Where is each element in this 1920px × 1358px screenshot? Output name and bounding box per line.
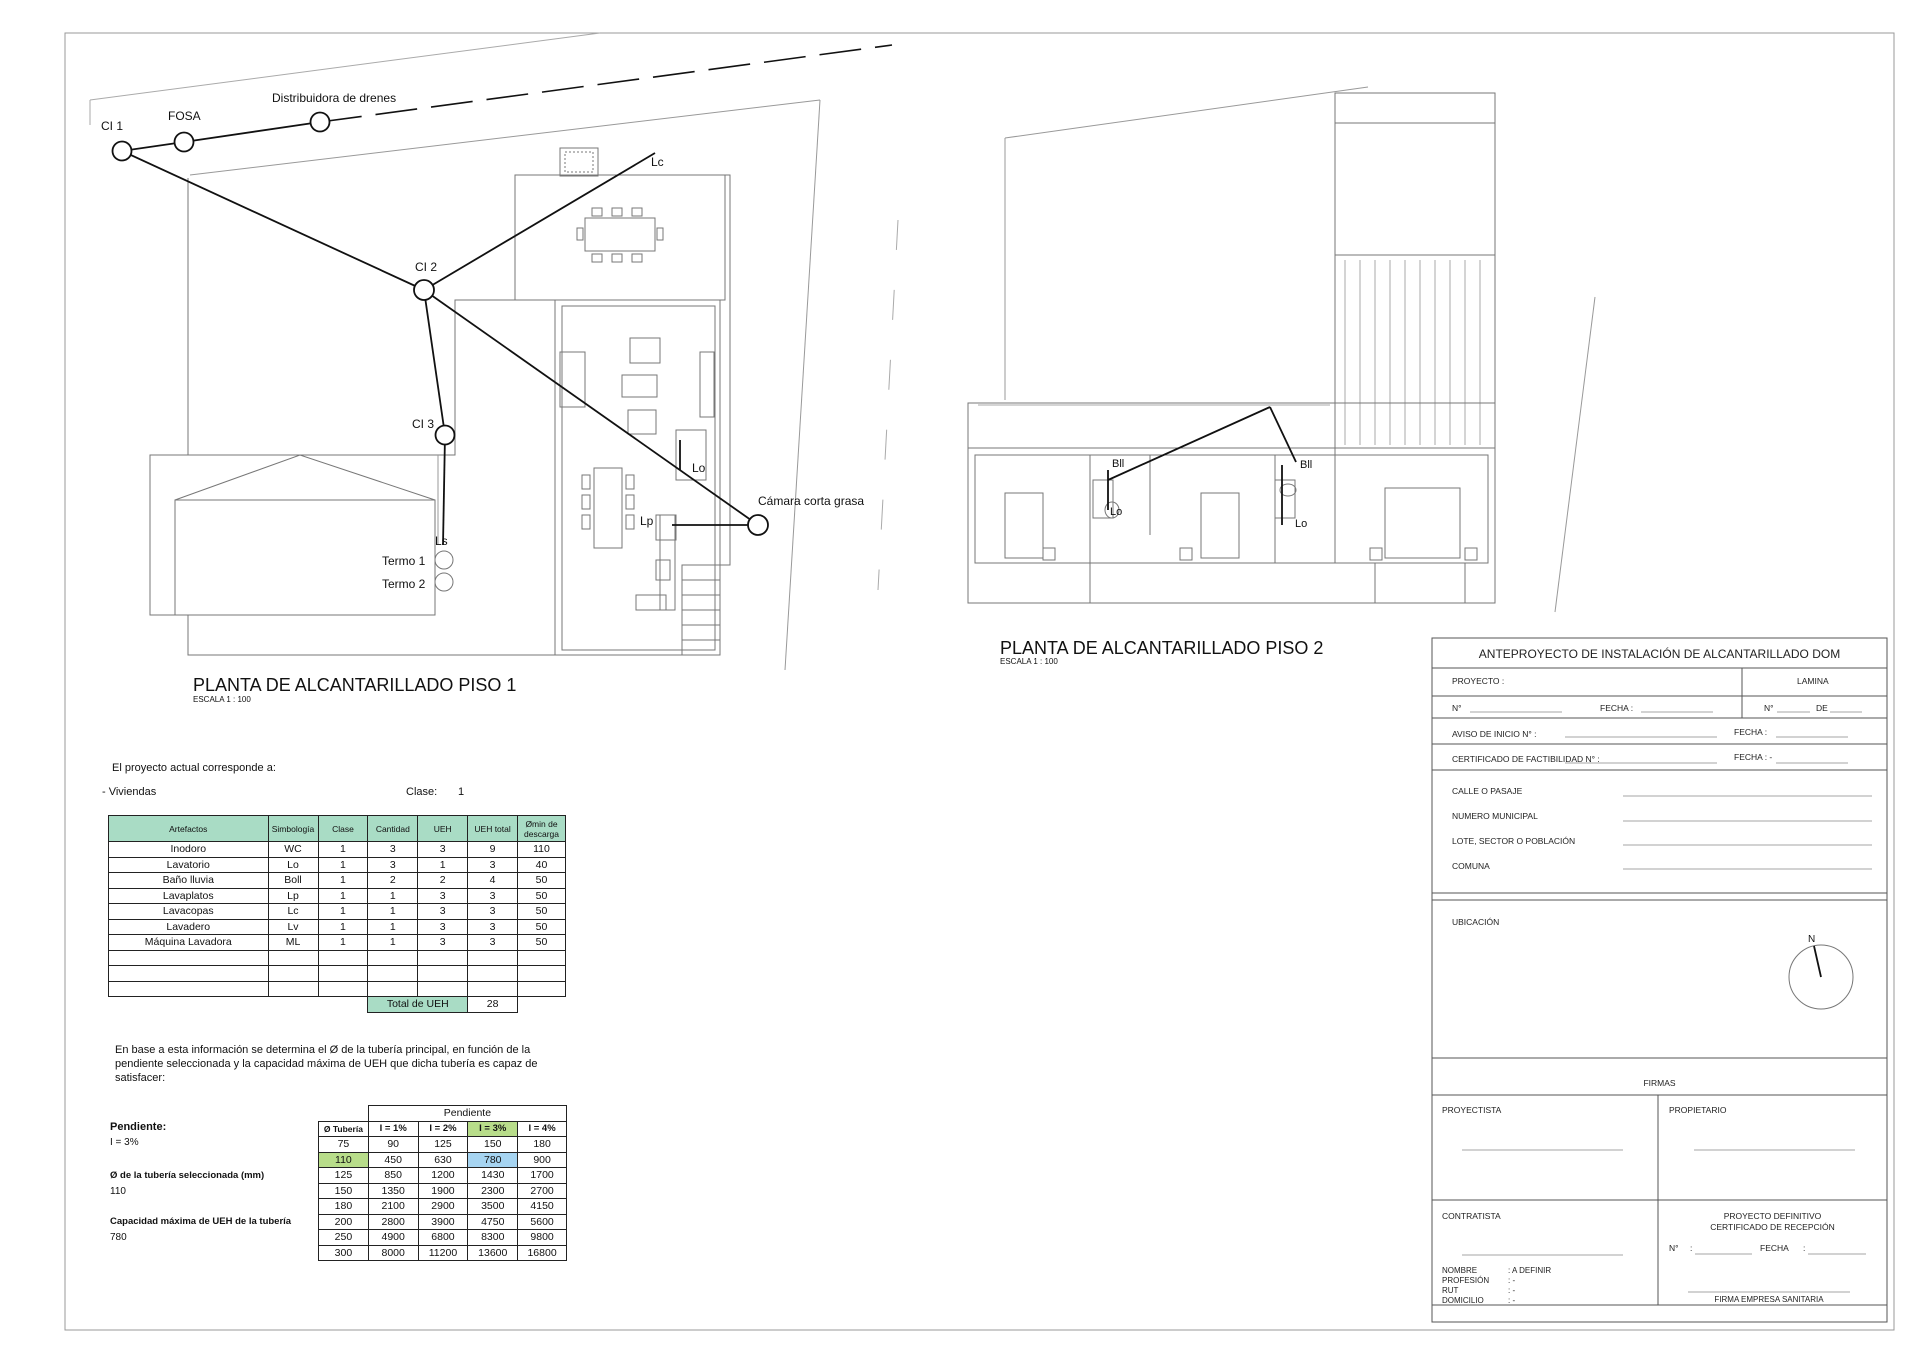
cell: Lavaplatos	[109, 888, 269, 904]
cell: Lc	[268, 904, 318, 920]
cell: 5600	[518, 1214, 567, 1230]
label-drenes: Distribuidora de drenes	[272, 91, 397, 105]
cell: 3	[468, 904, 518, 920]
nombre-value: : A DEFINIR	[1508, 1266, 1552, 1275]
dwelling-type: - Viviendas	[102, 786, 157, 798]
domicilio-label: DOMICILIO	[1442, 1296, 1484, 1305]
contratista-label: CONTRATISTA	[1442, 1211, 1501, 1221]
cell: 13600	[468, 1245, 518, 1261]
header-cell: Artefactos	[109, 816, 269, 842]
cell: Lv	[268, 919, 318, 935]
cell: 6800	[418, 1230, 468, 1246]
cell: 1	[318, 935, 368, 951]
cell: 630	[418, 1152, 468, 1168]
cell: 1900	[418, 1183, 468, 1199]
propietario-label: PROPIETARIO	[1669, 1105, 1727, 1115]
cell: 1350	[368, 1183, 418, 1199]
label-fosa: FOSA	[168, 109, 201, 123]
lote-label: LOTE, SECTOR O POBLACIÓN	[1452, 836, 1576, 846]
label-lo-1: Lo	[1110, 506, 1123, 518]
cell: 3	[418, 935, 468, 951]
class-value: 1	[458, 786, 465, 798]
cell: 1	[418, 857, 468, 873]
cell: 3	[418, 919, 468, 935]
certificado-label: CERTIFICADO DE FACTIBILIDAD N° :	[1452, 754, 1600, 764]
header-cell: Ømin de descarga	[518, 816, 566, 842]
label-termo2: Termo 2	[382, 577, 426, 591]
cell: 1	[368, 888, 418, 904]
cell: 180	[319, 1199, 369, 1215]
title-block-title: ANTEPROYECTO DE INSTALACIÓN DE ALCANTARILLADO DOM	[1478, 647, 1841, 661]
numero-municipal-label: NUMERO MUNICIPAL	[1452, 811, 1538, 821]
cell: 1	[318, 904, 368, 920]
cell: 150	[319, 1183, 369, 1199]
cell: ML	[268, 935, 318, 951]
cell: Boll	[268, 873, 318, 889]
cell: 1	[318, 857, 368, 873]
cell: Lp	[268, 888, 318, 904]
cell: 250	[319, 1230, 369, 1246]
header-cell-selected: I = 3%	[468, 1121, 518, 1137]
cell: 3	[368, 857, 418, 873]
label-ls: Ls	[435, 534, 448, 548]
cell: 850	[368, 1168, 418, 1184]
cell: 8300	[468, 1230, 518, 1246]
cell: 90	[368, 1137, 418, 1153]
comuna-label: COMUNA	[1452, 861, 1490, 871]
numero-label: N°	[1452, 703, 1462, 713]
label-ci2: CI 2	[415, 260, 438, 274]
calle-label: CALLE O PASAJE	[1452, 786, 1523, 796]
rut-label: RUT	[1442, 1286, 1459, 1295]
cell: 2100	[368, 1199, 418, 1215]
cell: 3500	[468, 1199, 518, 1215]
cell: 50	[518, 904, 566, 920]
cell: 2300	[468, 1183, 518, 1199]
header-cell: Simbología	[268, 816, 318, 842]
recepcion-colon-2: :	[1803, 1243, 1806, 1253]
rut-value: : -	[1508, 1286, 1516, 1295]
cell: 1	[368, 919, 418, 935]
cell: 200	[319, 1214, 369, 1230]
total-value: 28	[468, 997, 518, 1013]
cell: 1	[318, 873, 368, 889]
cell: 1	[318, 888, 368, 904]
label-ci3: CI 3	[412, 417, 435, 431]
ubicacion-label: UBICACIÓN	[1452, 917, 1500, 927]
cell: 2	[368, 873, 418, 889]
cell: 50	[518, 935, 566, 951]
cell: 50	[518, 888, 566, 904]
cell: 150	[468, 1137, 518, 1153]
cell: 3	[468, 888, 518, 904]
cell: Lavacopas	[109, 904, 269, 920]
label-lo-2: Lo	[1295, 518, 1308, 530]
cell: 1	[368, 904, 418, 920]
cell: 1430	[468, 1168, 518, 1184]
aviso-label: AVISO DE INICIO N° :	[1452, 729, 1537, 739]
fecha-label: FECHA :	[1600, 703, 1634, 713]
cell: 900	[518, 1152, 567, 1168]
label-termo1: Termo 1	[382, 554, 426, 568]
label-lo: Lo	[692, 461, 706, 475]
proyectista-label: PROYECTISTA	[1442, 1105, 1502, 1115]
cell: 450	[368, 1152, 418, 1168]
cell: 9800	[518, 1230, 567, 1246]
definitivo-label-2: CERTIFICADO DE RECEPCIÓN	[1710, 1222, 1835, 1232]
cell: 3	[468, 935, 518, 951]
profesion-label: PROFESIÓN	[1442, 1276, 1490, 1285]
capacity-label: Capacidad máxima de UEH de la tubería	[110, 1216, 292, 1227]
cell: 180	[518, 1137, 567, 1153]
cell: Lo	[268, 857, 318, 873]
cell: WC	[268, 842, 318, 858]
cell-selected-capacity: 780	[468, 1152, 518, 1168]
plan2-scale: ESCALA 1 : 100	[1000, 657, 1058, 666]
aviso-fecha-label: FECHA :	[1734, 727, 1768, 737]
recepcion-colon-1: :	[1690, 1243, 1693, 1253]
cell: Máquina Lavadora	[109, 935, 269, 951]
cell: 2	[418, 873, 468, 889]
certificado-fecha-label: FECHA : -	[1734, 752, 1773, 762]
cell: 11200	[418, 1245, 468, 1261]
class-label: Clase:	[406, 786, 438, 798]
cell: 1200	[418, 1168, 468, 1184]
cell-selected-diameter: 110	[319, 1152, 369, 1168]
lamina-label: LAMINA	[1797, 676, 1829, 686]
header-cell: UEH	[418, 816, 468, 842]
cell: 50	[518, 919, 566, 935]
cell: 4900	[368, 1230, 418, 1246]
cell: Inodoro	[109, 842, 269, 858]
recepcion-num-label: N°	[1669, 1243, 1679, 1253]
cell: 2700	[518, 1183, 567, 1199]
lamina-de-label: DE	[1816, 703, 1828, 713]
cell: 9	[468, 842, 518, 858]
cell: 4150	[518, 1199, 567, 1215]
cell: 4750	[468, 1214, 518, 1230]
proyecto-label: PROYECTO :	[1452, 676, 1505, 686]
profesion-value: : -	[1508, 1276, 1516, 1285]
cell: 3	[368, 842, 418, 858]
cell: Lavatorio	[109, 857, 269, 873]
cell: Lavadero	[109, 919, 269, 935]
nombre-label: NOMBRE	[1442, 1266, 1478, 1275]
cell: 3	[468, 919, 518, 935]
label-bll-1: Bll	[1112, 458, 1125, 470]
cell: Baño lluvia	[109, 873, 269, 889]
cell: 16800	[518, 1245, 567, 1261]
explanation-text: En base a esta información se determina el Ø de la tubería principal, en función de la pendiente seleccionada y la capacidad máxima de UEH que dicha tubería es capaz de satisfacer:	[115, 1044, 538, 1084]
label-lp: Lp	[640, 514, 654, 528]
cell: 1	[368, 935, 418, 951]
cell: 300	[319, 1245, 369, 1261]
lamina-num-label: N°	[1764, 703, 1774, 713]
label-camara: Cámara corta grasa	[758, 494, 865, 508]
group-header: Pendiente	[368, 1106, 566, 1122]
header-cell: Cantidad	[368, 816, 418, 842]
cell: 8000	[368, 1245, 418, 1261]
cell: 3	[418, 842, 468, 858]
cell: 3900	[418, 1214, 468, 1230]
intro-text: El proyecto actual corresponde a:	[112, 762, 276, 774]
cell: 3	[418, 888, 468, 904]
firmas-label: FIRMAS	[1643, 1078, 1676, 1088]
cell: 4	[468, 873, 518, 889]
header-cell: UEH total	[468, 816, 518, 842]
definitivo-label-1: PROYECTO DEFINITIVO	[1723, 1211, 1822, 1221]
diameter-value: 110	[110, 1186, 126, 1197]
capacity-value: 780	[110, 1232, 127, 1243]
plan1-title: PLANTA DE ALCANTARILLADO PISO 1	[193, 675, 517, 695]
header-cell: I = 1%	[368, 1121, 418, 1137]
north-label: N	[1808, 934, 1816, 945]
total-label: Total de UEH	[368, 997, 468, 1013]
cell: 2900	[418, 1199, 468, 1215]
cell: 125	[319, 1168, 369, 1184]
cell: 50	[518, 873, 566, 889]
plan1-scale: ESCALA 1 : 100	[193, 695, 251, 704]
recepcion-fecha-label: FECHA	[1760, 1243, 1789, 1253]
diameter-label: Ø de la tubería seleccionada (mm)	[110, 1170, 265, 1181]
slope-value: I = 3%	[110, 1137, 139, 1148]
label-lc: Lc	[651, 155, 664, 169]
header-cell: I = 4%	[518, 1121, 567, 1137]
cell: 2800	[368, 1214, 418, 1230]
label-ci1: CI 1	[101, 119, 124, 133]
header-cell: I = 2%	[418, 1121, 468, 1137]
cell: 3	[418, 904, 468, 920]
label-bll-2: Bll	[1300, 459, 1313, 471]
cell: 1700	[518, 1168, 567, 1184]
cell: 110	[518, 842, 566, 858]
header-cell: Clase	[318, 816, 368, 842]
plan2-title: PLANTA DE ALCANTARILLADO PISO 2	[1000, 638, 1324, 658]
cell: 3	[468, 857, 518, 873]
cell: 125	[418, 1137, 468, 1153]
cell: 75	[319, 1137, 369, 1153]
slope-label: Pendiente:	[110, 1121, 167, 1133]
header-cell: Ø Tubería	[319, 1121, 369, 1137]
domicilio-value: : -	[1508, 1296, 1516, 1305]
cell: 1	[318, 842, 368, 858]
cell: 1	[318, 919, 368, 935]
cell: 40	[518, 857, 566, 873]
firma-empresa-label: FIRMA EMPRESA SANITARIA	[1714, 1295, 1824, 1304]
